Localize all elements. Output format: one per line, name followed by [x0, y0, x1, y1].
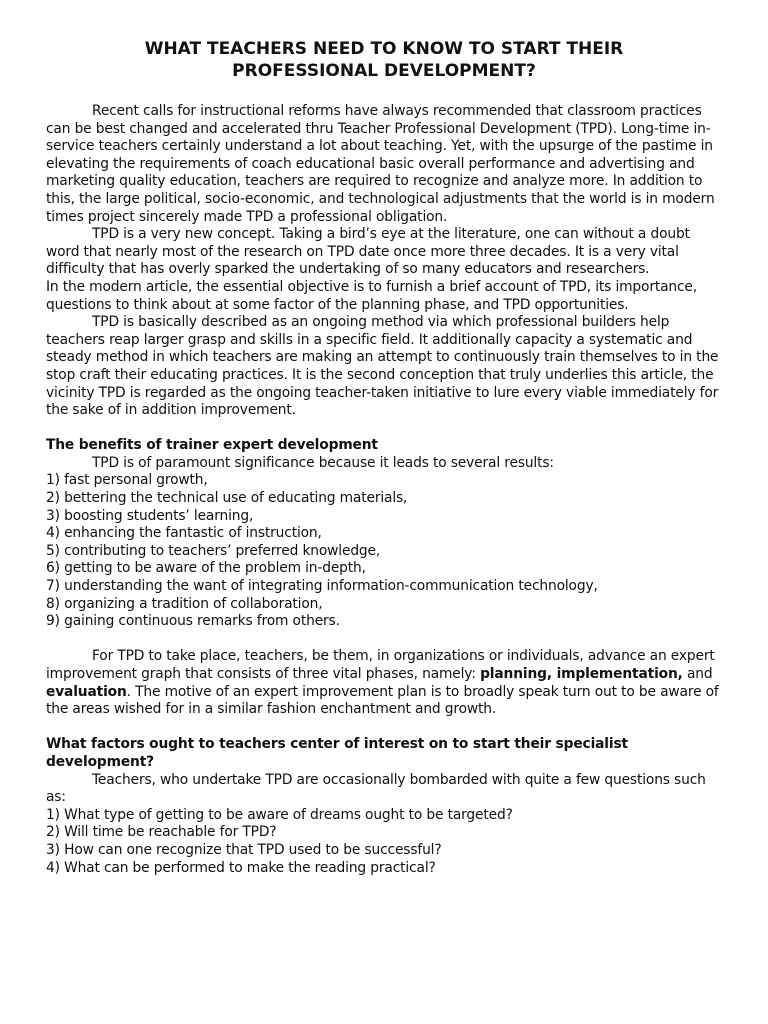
plan-text-b: and	[682, 666, 713, 682]
list-item: 2) Will time be reachable for TPD?	[46, 824, 277, 841]
list-item: 4) What can be performed to make the reading practical?	[46, 859, 436, 876]
intro-paragraph-2: TPD is a very new concept. Taking a bird’s eye at the literature, one can without a doubt word that nearly most of the research on TPD date once more three decades. It is a very vital difficulty that has overly sparked the undertaking of so many educators and researchers.	[46, 226, 690, 278]
list-item: 8) organizing a tradition of collaboration,	[46, 595, 323, 612]
plan-text-c: . The motive of an expert improvement plan is to broadly speak turn out to be aware of the areas wished for in a similar fashion enchantment and growth.	[46, 683, 719, 718]
list-item: 5) contributing to teachers’ preferred knowledge,	[46, 542, 381, 559]
list-item: 7) understanding the want of integrating information-communication technology,	[46, 578, 598, 595]
spacer	[46, 719, 722, 737]
benefits-lead: TPD is of paramount significance because it leads to several results:	[92, 454, 554, 471]
list-item: 3) boosting students’ learning,	[46, 507, 254, 524]
list-item: 1) fast personal growth,	[46, 472, 208, 489]
list-item: 1) What type of getting to be aware of dreams ought to be targeted?	[46, 806, 513, 823]
intro-paragraph-3: In the modern article, the essential objective is to furnish a brief account of TPD, its importance, questions to think about at some factor of the planning phase, and TPD opportunities.	[46, 278, 698, 313]
benefits-list	[46, 472, 722, 630]
factors-heading: What factors ought to teachers center of interest on to start their specialist development?	[46, 736, 628, 770]
list-item: 2) bettering the technical use of educating materials,	[46, 490, 408, 507]
spacer	[46, 631, 722, 649]
plan-paragraph	[46, 648, 722, 718]
intro-paragraph-1: Recent calls for instructional reforms have always recommended that classroom practices can be best changed and accelerated thru Teacher Professional Development (TPD). Long-time in-service teachers certainly understand a lot about teaching. Yet, with the upsurge of the pastime in elevating the requirements of coach educational basic overall performance and advertising and marketing quality education, teachers are required to recognize and analyze more. In addition to this, the large political, socio-economic, and technological adjustments that the world is in modern times project sincerely made TPD a professional obligation.	[46, 103, 715, 225]
spacer	[46, 420, 722, 438]
list-item: 3) How can one recognize that TPD used to be successful?	[46, 841, 442, 858]
plan-text-a: For TPD to take place, teachers, be them, in organizations or individuals, advance an expert improvement graph that consists of three vital phases, namely:	[46, 648, 715, 682]
intro-paragraph-4: TPD is basically described as an ongoing method via which professional builders help teachers reap larger grasp and skills in a specific field. It additionally capacity a systematic and steady method in which teachers are making an attempt to continuously train themselves to in the stop craft their educating practices. It is the second conception that truly underlies this article, the vicinity TPD is regarded as the ongoing teacher-taken initiative to lure every viable immediately for the sake of in addition improvement.	[46, 314, 719, 419]
title-line-2: PROFESSIONAL DEVELOPMENT?	[232, 61, 536, 81]
title-line-1: WHAT TEACHERS NEED TO KNOW TO START THEIR	[144, 39, 624, 59]
list-item: 6) getting to be aware of the problem in-depth,	[46, 560, 366, 577]
plan-bold-phases: planning, implementation,	[480, 666, 683, 682]
document-title	[46, 38, 722, 82]
benefits-heading: The benefits of trainer expert development	[46, 437, 378, 454]
list-item: 4) enhancing the fantastic of instruction,	[46, 525, 322, 542]
factors-lead: Teachers, who undertake TPD are occasionally bombarded with quite a few questions such as:	[46, 771, 706, 806]
list-item: 9) gaining continuous remarks from others.	[46, 613, 340, 630]
plan-bold-evaluation: evaluation	[46, 683, 127, 700]
factors-list	[46, 807, 722, 877]
